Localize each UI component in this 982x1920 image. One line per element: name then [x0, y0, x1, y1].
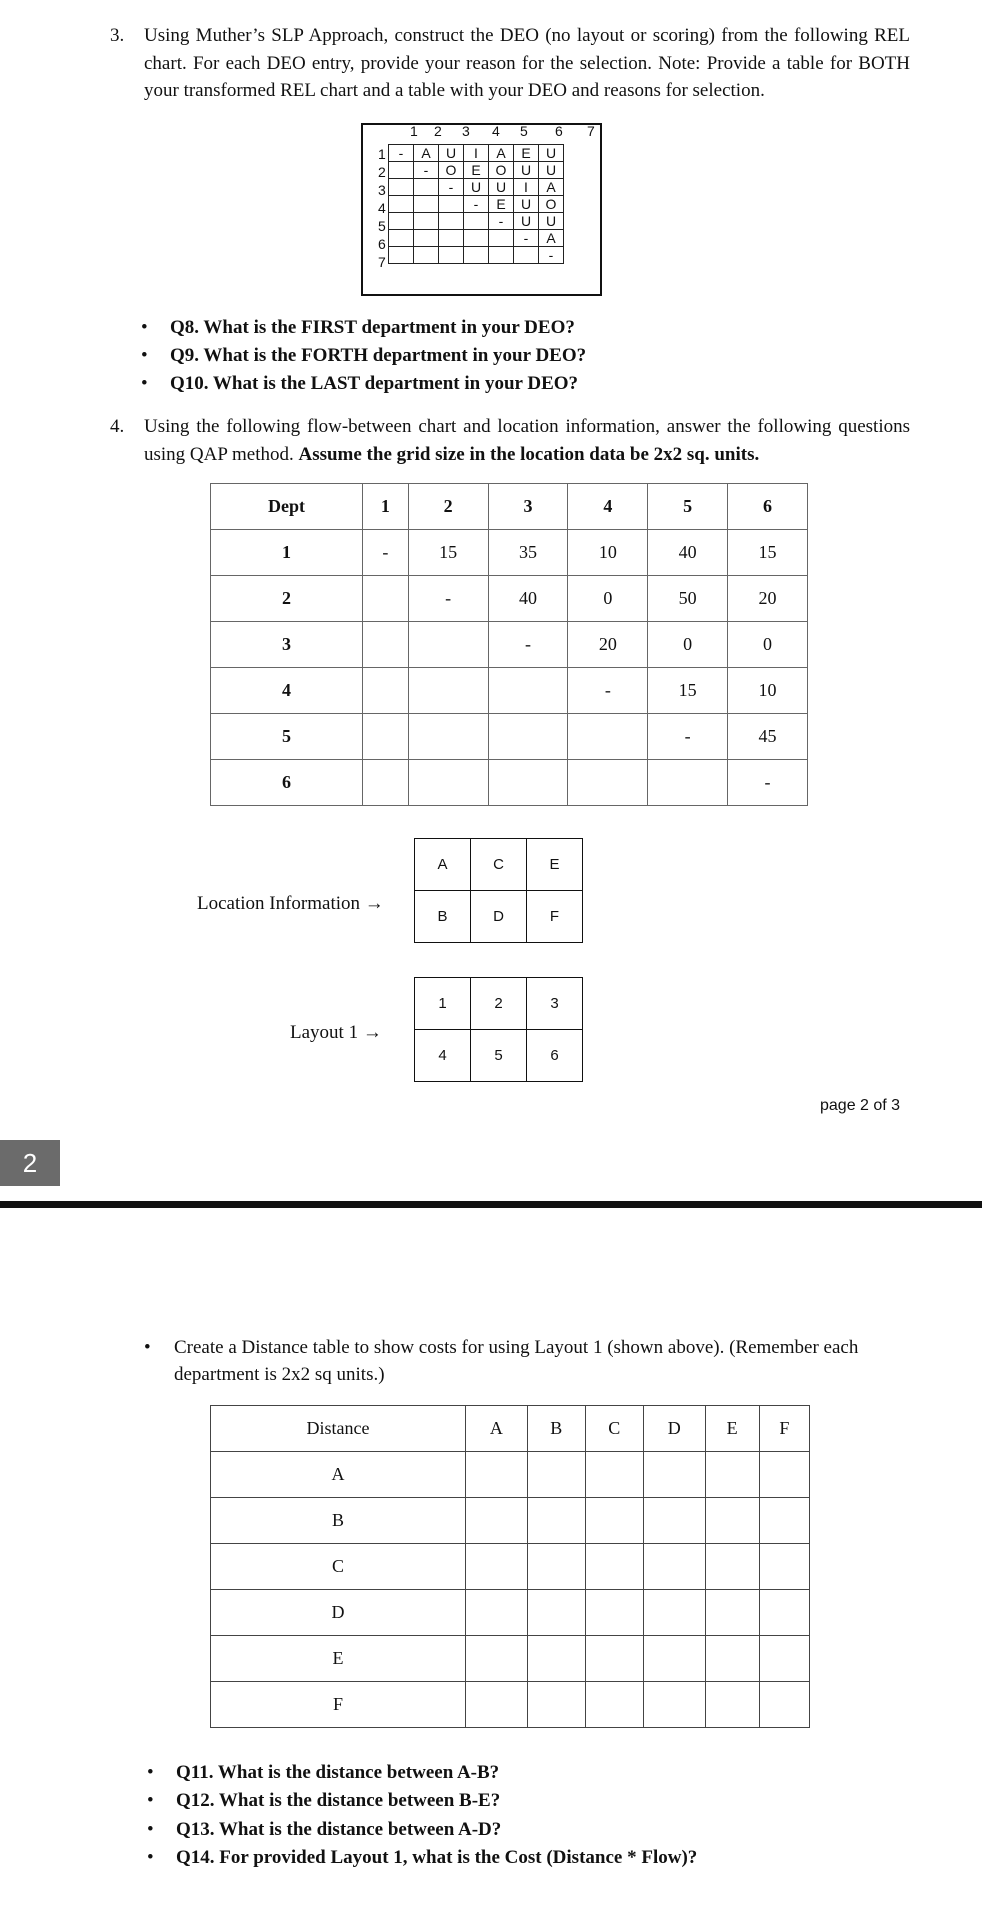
rel-chart-cell: A — [489, 145, 514, 162]
flow-header-cell: 4 — [568, 484, 648, 530]
distance-row-header: F — [211, 1682, 466, 1728]
distance-cell — [527, 1452, 585, 1498]
rel-chart-cell: - — [439, 179, 464, 196]
distance-cell — [643, 1452, 705, 1498]
distance-cell — [527, 1590, 585, 1636]
flow-header-cell: 3 — [488, 484, 568, 530]
rel-col-header: 6 — [555, 123, 563, 139]
flow-cell: 35 — [488, 530, 568, 576]
location-grid-cell: D — [471, 891, 527, 943]
question-4-text — [144, 413, 910, 468]
rel-chart-cell — [514, 247, 539, 264]
rel-chart-cell: O — [489, 162, 514, 179]
rel-chart-column-headers — [407, 123, 597, 139]
distance-cell — [527, 1682, 585, 1728]
rel-chart-cell: U — [539, 145, 564, 162]
flow-row — [211, 530, 808, 576]
question-q11: • Q11. What is the distance between A-B? — [176, 1762, 499, 1784]
distance-cell — [705, 1544, 759, 1590]
flow-cell — [408, 668, 488, 714]
flow-cell: - — [648, 714, 728, 760]
flow-cell: 15 — [728, 530, 808, 576]
distance-cell — [643, 1590, 705, 1636]
flow-row-header: 3 — [211, 622, 363, 668]
rel-chart-row — [389, 145, 564, 162]
rel-col-header: 4 — [492, 123, 500, 139]
rel-chart-cell — [464, 247, 489, 264]
rel-chart-cell: O — [539, 196, 564, 213]
distance-row-header: E — [211, 1636, 466, 1682]
rel-chart-cell — [389, 213, 414, 230]
rel-chart-row — [389, 213, 564, 230]
flow-header-cell: Dept — [211, 484, 363, 530]
rel-row-header: 2 — [378, 164, 386, 180]
distance-cell — [527, 1498, 585, 1544]
rel-chart-cell — [439, 213, 464, 230]
rel-chart-cell: E — [514, 145, 539, 162]
rel-chart-cell: U — [489, 179, 514, 196]
question-q8: • Q8. What is the FIRST department in your DEO? — [170, 317, 575, 339]
flow-cell — [648, 760, 728, 806]
rel-chart-cell: - — [514, 230, 539, 247]
rel-chart-cell — [464, 230, 489, 247]
flow-cell: 0 — [648, 622, 728, 668]
distance-cell — [585, 1636, 643, 1682]
distance-row — [211, 1544, 810, 1590]
rel-chart-cell — [389, 247, 414, 264]
flow-cell — [363, 576, 409, 622]
rel-col-header: 2 — [434, 123, 442, 139]
rel-chart-cell: U — [539, 213, 564, 230]
rel-chart-cell: U — [514, 162, 539, 179]
rel-chart-cell: O — [439, 162, 464, 179]
distance-cell — [643, 1544, 705, 1590]
flow-cell: - — [568, 668, 648, 714]
layout-1-label: Layout 1 → — [290, 1022, 382, 1043]
flow-between-table — [210, 483, 808, 806]
rel-col-header: 7 — [587, 123, 595, 139]
location-grid-cell: F — [527, 891, 583, 943]
distance-cell — [465, 1498, 527, 1544]
page-divider — [0, 1201, 982, 1208]
distance-cell — [759, 1636, 809, 1682]
distance-cell — [465, 1544, 527, 1590]
rel-chart-cell — [439, 230, 464, 247]
flow-header-cell: 5 — [648, 484, 728, 530]
rel-row-header: 3 — [378, 182, 386, 198]
rel-chart-cell: U — [514, 196, 539, 213]
rel-chart-cell — [439, 196, 464, 213]
rel-chart-cell: E — [489, 196, 514, 213]
flow-row-header: 4 — [211, 668, 363, 714]
rel-chart-row — [389, 230, 564, 247]
distance-header-row — [211, 1406, 810, 1452]
rel-chart-cell: - — [489, 213, 514, 230]
flow-cell: 45 — [728, 714, 808, 760]
flow-cell — [488, 760, 568, 806]
page-footer: page 2 of 3 — [820, 1097, 901, 1114]
flow-row-header: 2 — [211, 576, 363, 622]
rel-row-header: 1 — [378, 146, 386, 162]
question-q10: • Q10. What is the LAST department in your DEO? — [170, 373, 578, 395]
question-4-number: 4. — [110, 416, 125, 437]
rel-chart-row — [389, 247, 564, 264]
distance-cell — [527, 1636, 585, 1682]
rel-chart-cell — [489, 230, 514, 247]
rel-chart-cell — [389, 196, 414, 213]
location-grid-row — [415, 839, 583, 891]
location-grid-cell: C — [471, 839, 527, 891]
distance-cell — [759, 1682, 809, 1728]
distance-row-header: D — [211, 1590, 466, 1636]
rel-chart-row — [389, 179, 564, 196]
rel-chart-cell: - — [539, 247, 564, 264]
rel-chart-cell: A — [539, 230, 564, 247]
rel-chart-cell — [414, 196, 439, 213]
location-grid-cell: B — [415, 891, 471, 943]
distance-intro-text: Create a Distance table to show costs for using Layout 1 (shown above). (Remember each department is 2x2 sq units.) — [174, 1337, 859, 1385]
question-q12: • Q12. What is the distance between B-E? — [176, 1790, 500, 1812]
distance-row-header: A — [211, 1452, 466, 1498]
rel-chart-cell: - — [464, 196, 489, 213]
distance-header-cell: D — [643, 1406, 705, 1452]
layout-grid-cell: 3 — [527, 978, 583, 1030]
flow-cell — [363, 760, 409, 806]
rel-chart-cell: U — [514, 213, 539, 230]
rel-chart-cell — [389, 162, 414, 179]
distance-row-header: C — [211, 1544, 466, 1590]
distance-cell — [465, 1682, 527, 1728]
layout-grid-cell: 1 — [415, 978, 471, 1030]
flow-row — [211, 622, 808, 668]
distance-row — [211, 1682, 810, 1728]
rel-chart-cell: U — [539, 162, 564, 179]
location-info-label: Location Information → — [197, 893, 384, 914]
layout-grid-row — [415, 1030, 583, 1082]
rel-col-header: 3 — [462, 123, 470, 139]
distance-cell — [585, 1544, 643, 1590]
rel-chart-cell: U — [439, 145, 464, 162]
flow-header-cell: 1 — [363, 484, 409, 530]
rel-chart-cell: U — [464, 179, 489, 196]
question-3-number: 3. — [110, 25, 125, 46]
location-grid-row — [415, 891, 583, 943]
question-q13: • Q13. What is the distance between A-D? — [176, 1819, 501, 1841]
flow-header-cell: 2 — [408, 484, 488, 530]
layout-grid-cell: 2 — [471, 978, 527, 1030]
flow-header-cell: 6 — [728, 484, 808, 530]
flow-cell — [488, 714, 568, 760]
flow-cell — [408, 622, 488, 668]
flow-header-row — [211, 484, 808, 530]
layout-1-grid — [414, 977, 583, 1082]
location-grid — [414, 838, 583, 943]
flow-cell: 10 — [568, 530, 648, 576]
distance-cell — [759, 1452, 809, 1498]
distance-cell — [705, 1452, 759, 1498]
flow-cell — [363, 668, 409, 714]
question-4-bold: Assume the grid size in the location data be 2x2 sq. units. — [298, 443, 760, 465]
rel-chart-table — [388, 144, 564, 264]
flow-cell: - — [488, 622, 568, 668]
distance-cell — [705, 1682, 759, 1728]
distance-row — [211, 1452, 810, 1498]
flow-cell — [568, 760, 648, 806]
rel-chart-row — [389, 162, 564, 179]
distance-header-cell: A — [465, 1406, 527, 1452]
flow-cell — [363, 714, 409, 760]
flow-cell: 40 — [488, 576, 568, 622]
flow-cell: 15 — [648, 668, 728, 714]
distance-cell — [585, 1590, 643, 1636]
distance-header-cell: B — [527, 1406, 585, 1452]
location-grid-cell: A — [415, 839, 471, 891]
distance-cell — [585, 1498, 643, 1544]
distance-row — [211, 1636, 810, 1682]
flow-cell: - — [408, 576, 488, 622]
question-3-text: Using Muther’s SLP Approach, construct the DEO (no layout or scoring) from the following REL chart. For each DEO entry, provide your reason for the selection. Note: Provide a table for BOTH your transformed REL chart and a table with your DEO and reasons for selection. — [144, 25, 910, 101]
flow-cell — [488, 668, 568, 714]
distance-cell — [465, 1636, 527, 1682]
flow-cell — [363, 622, 409, 668]
flow-cell: 40 — [648, 530, 728, 576]
rel-chart-cell: A — [539, 179, 564, 196]
flow-cell: 0 — [568, 576, 648, 622]
distance-header-cell: E — [705, 1406, 759, 1452]
rel-chart-cell: A — [414, 145, 439, 162]
distance-header-cell: F — [759, 1406, 809, 1452]
distance-cell — [643, 1498, 705, 1544]
rel-chart-cell — [414, 230, 439, 247]
flow-cell: 15 — [408, 530, 488, 576]
flow-row — [211, 668, 808, 714]
rel-chart-cell — [464, 213, 489, 230]
flow-cell: 50 — [648, 576, 728, 622]
flow-row — [211, 576, 808, 622]
distance-cell — [759, 1590, 809, 1636]
distance-row — [211, 1498, 810, 1544]
rel-row-header: 7 — [378, 254, 386, 270]
distance-intro — [144, 1334, 874, 1388]
rel-chart-cell: - — [389, 145, 414, 162]
question-4-body: Using the following flow-between chart and location information, answer the following questions using QAP method. — [144, 416, 910, 465]
distance-cell — [759, 1544, 809, 1590]
distance-cell — [705, 1590, 759, 1636]
distance-header-cell: C — [585, 1406, 643, 1452]
distance-cell — [527, 1544, 585, 1590]
distance-cell — [465, 1590, 527, 1636]
distance-cell — [759, 1498, 809, 1544]
flow-row-header: 6 — [211, 760, 363, 806]
layout-grid-cell: 5 — [471, 1030, 527, 1082]
flow-cell: 20 — [568, 622, 648, 668]
question-q14: • Q14. For provided Layout 1, what is the Cost (Distance * Flow)? — [176, 1847, 697, 1869]
distance-cell — [705, 1498, 759, 1544]
bullet-icon: • — [144, 1337, 151, 1358]
distance-row-header: B — [211, 1498, 466, 1544]
flow-row-header: 5 — [211, 714, 363, 760]
flow-cell: - — [728, 760, 808, 806]
flow-cell — [408, 760, 488, 806]
location-grid-cell: E — [527, 839, 583, 891]
flow-cell — [568, 714, 648, 760]
distance-cell — [705, 1636, 759, 1682]
distance-header-cell: Distance — [211, 1406, 466, 1452]
rel-chart-cell: - — [414, 162, 439, 179]
layout-grid-cell: 6 — [527, 1030, 583, 1082]
layout-grid-row — [415, 978, 583, 1030]
flow-cell: 10 — [728, 668, 808, 714]
rel-chart-cell — [414, 213, 439, 230]
flow-row — [211, 760, 808, 806]
page-number-badge: 2 — [0, 1140, 60, 1186]
distance-cell — [643, 1682, 705, 1728]
flow-cell: 20 — [728, 576, 808, 622]
flow-row — [211, 714, 808, 760]
rel-chart-cell — [389, 179, 414, 196]
rel-chart-cell: E — [464, 162, 489, 179]
distance-row — [211, 1590, 810, 1636]
distance-table — [210, 1405, 810, 1728]
rel-col-header: 1 — [410, 123, 418, 139]
flow-row-header: 1 — [211, 530, 363, 576]
rel-chart-cell — [414, 247, 439, 264]
question-q9: • Q9. What is the FORTH department in your DEO? — [170, 345, 586, 367]
flow-cell: 0 — [728, 622, 808, 668]
flow-cell: - — [363, 530, 409, 576]
rel-chart-cell: I — [464, 145, 489, 162]
distance-cell — [585, 1682, 643, 1728]
rel-row-header: 6 — [378, 236, 386, 252]
rel-row-header: 4 — [378, 200, 386, 216]
flow-cell — [408, 714, 488, 760]
rel-col-header: 5 — [520, 123, 528, 139]
distance-cell — [643, 1636, 705, 1682]
rel-chart-cell — [489, 247, 514, 264]
distance-cell — [465, 1452, 527, 1498]
distance-cell — [585, 1452, 643, 1498]
rel-chart-cell — [414, 179, 439, 196]
rel-chart-cell — [389, 230, 414, 247]
rel-chart-cell: I — [514, 179, 539, 196]
rel-chart-cell — [439, 247, 464, 264]
rel-row-header: 5 — [378, 218, 386, 234]
layout-grid-cell: 4 — [415, 1030, 471, 1082]
rel-chart-row — [389, 196, 564, 213]
